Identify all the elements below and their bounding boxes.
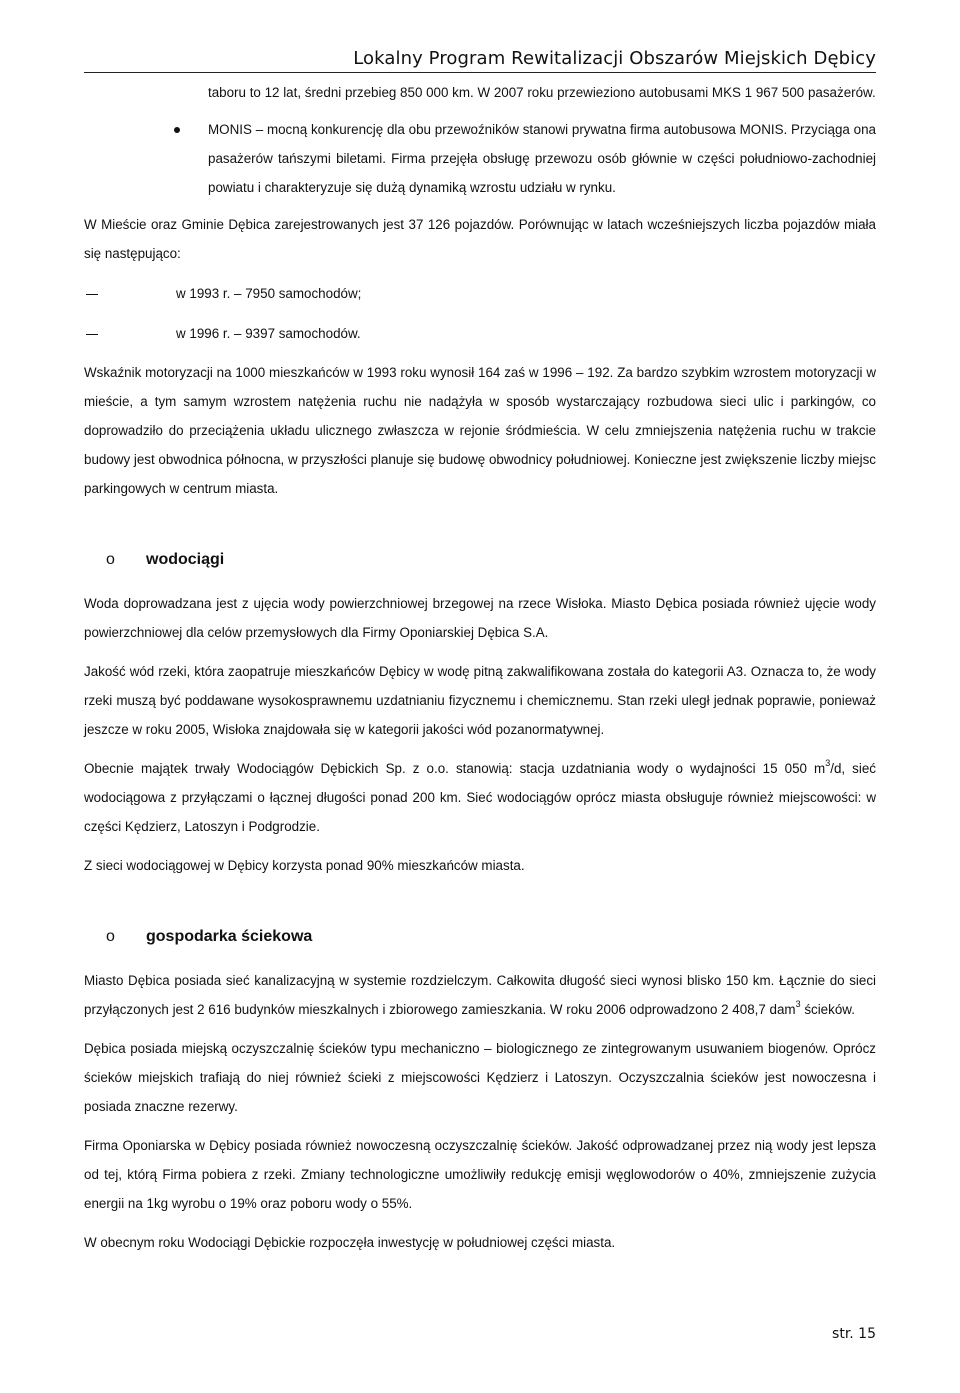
list-item xyxy=(208,115,876,202)
paragraph: Woda doprowadzana jest z ujęcia wody powierzchniowej brzegowej na rzece Wisłoka. Miasto Dębica posiada również ujęcie wody powierzchniowej dla celów przemysłowych dla Firmy Oponiarskiej Dębica S.A. xyxy=(84,596,876,640)
vehicles-list xyxy=(84,274,876,354)
section-title: wodociągi xyxy=(146,551,225,568)
bullet-dot-icon xyxy=(174,127,180,133)
circle-bullet-icon: o xyxy=(106,928,115,945)
vehicles-intro: W Mieście oraz Gminie Dębica zarejestrowanych jest 37 126 pojazdów. Porównując w latach wcześniejszych liczba pojazdów miała się następująco: xyxy=(84,217,876,261)
list-item-text: w 1993 r. – 7950 samochodów; xyxy=(176,286,362,301)
list-item xyxy=(84,314,876,354)
text-part: Obecnie majątek trwały Wodociągów Dębickich Sp. z o.o. stanowią: stacja uzdatniania wody o wydajności 15 050 m xyxy=(84,761,826,776)
page-number: str. 15 xyxy=(832,1326,876,1342)
list-item xyxy=(208,78,876,107)
circle-bullet-icon: o xyxy=(106,551,115,568)
section-heading-water xyxy=(84,545,876,575)
text-part: /d, sieć wodociągowa z przyłączami o łącznej długości ponad 200 km. Sieć wodociągów oprócz miasta obsługuje również miejscowości: w części Kędzierz, Latoszyn i Podgrodzie. xyxy=(84,761,876,834)
paragraph: Jakość wód rzeki, która zaopatruje mieszkańców Dębicy w wodę pitną zakwalifikowana została do kategorii A3. Oznacza to, że wody rzeki muszą być poddawane wysokosprawnemu uzdatnianiu fizycznemu i chemicznemu. Stan rzeki uległ jednak poprawie, ponieważ jeszcze w roku 2005, Wisłoka znajdowała się w kategorii jakości wód pozanormatywnej. xyxy=(84,664,876,737)
list-item xyxy=(84,274,876,314)
dash-icon xyxy=(86,334,98,335)
bullet-text: taboru to 12 lat, średni przebieg 850 000 km. W 2007 roku przewieziono autobusami MKS 1 967 500 pasażerów. xyxy=(208,85,876,100)
dash-icon xyxy=(86,294,98,295)
paragraph: Firma Oponiarska w Dębicy posiada również nowoczesną oczyszczalnię ścieków. Jakość odprowadzanej przez nią wody jest lepsza od tej, którą Firma pobiera z rzeki. Zmiany technologiczne umożliwiły redukcję emisji węglowodorów o 40%, zmniejszenie zużycia energii na 1kg wyrobu o 19% oraz poboru wody o 55%. xyxy=(84,1138,876,1211)
list-item-text: w 1996 r. – 9397 samochodów. xyxy=(176,326,361,341)
paragraph xyxy=(84,966,876,1024)
superscript: 3 xyxy=(825,757,831,768)
section-heading-sewage xyxy=(84,922,876,952)
section-title: gospodarka ściekowa xyxy=(146,928,313,945)
text-part: ścieków. xyxy=(800,1002,855,1017)
paragraph: W obecnym roku Wodociągi Dębickie rozpoczęła inwestycję w południowej części miasta. xyxy=(84,1235,616,1250)
text-part: Miasto Dębica posiada sieć kanalizacyjną w systemie rozdzielczym. Całkowita długość sieci wynosi blisko 150 km. Łącznie do sieci przyłączonych jest 2 616 budynków mieszkalnych i zbiorowego zamieszkania. W roku 2006 odprowadzono 2 408,7 dam xyxy=(84,973,876,1017)
paragraph: Z sieci wodociągowej w Dębicy korzysta ponad 90% mieszkańców miasta. xyxy=(84,858,525,873)
page-header xyxy=(84,44,876,73)
superscript: 3 xyxy=(795,998,801,1009)
bullet-text: MONIS – mocną konkurencję dla obu przewoźników stanowi prywatna firma autobusowa MONIS. Przyciąga ona pasażerów tańszymi biletami. Firma przejęła obsługę przewozu osób głównie w części południowo-zachodniej powiatu i charakteryzuje się dużą dynamiką wzrostu udziału w rynku. xyxy=(208,122,876,195)
motorization-paragraph: Wskaźnik motoryzacji na 1000 mieszkańców w 1993 roku wynosił 164 zaś w 1996 – 192. Za bardzo szybkim wzrostem motoryzacji w mieście, a tym samym wzrostem natężenia ruchu nie nadążyła w sposób wystarczający rozbudowa sieci ulic i parkingów, co doprowadziło do przeciążenia układu ulicznego zwłaszcza w rejonie śródmieścia. W celu zmniejszenia natężenia ruchu w trakcie budowy jest obwodnica północna, w przyszłości planuje się budowę obwodnicy południowej. Konieczne jest zwiększenie liczby miejsc parkingowych w centrum miasta. xyxy=(84,365,876,496)
transport-bullets xyxy=(208,78,876,202)
paragraph: Dębica posiada miejską oczyszczalnię ścieków typu mechaniczno – biologicznego ze zintegrowanym usuwaniem biogenów. Oprócz ścieków miejskich trafiają do niej również ścieki z miejscowości Kędzierz i Latoszyn. Oczyszczalnia ścieków jest nowoczesna i posiada znaczne rezerwy. xyxy=(84,1041,876,1114)
document-body xyxy=(84,78,876,1257)
paragraph xyxy=(84,754,876,841)
document-title: Lokalny Program Rewitalizacji Obszarów Miejskich Dębicy xyxy=(353,48,876,69)
